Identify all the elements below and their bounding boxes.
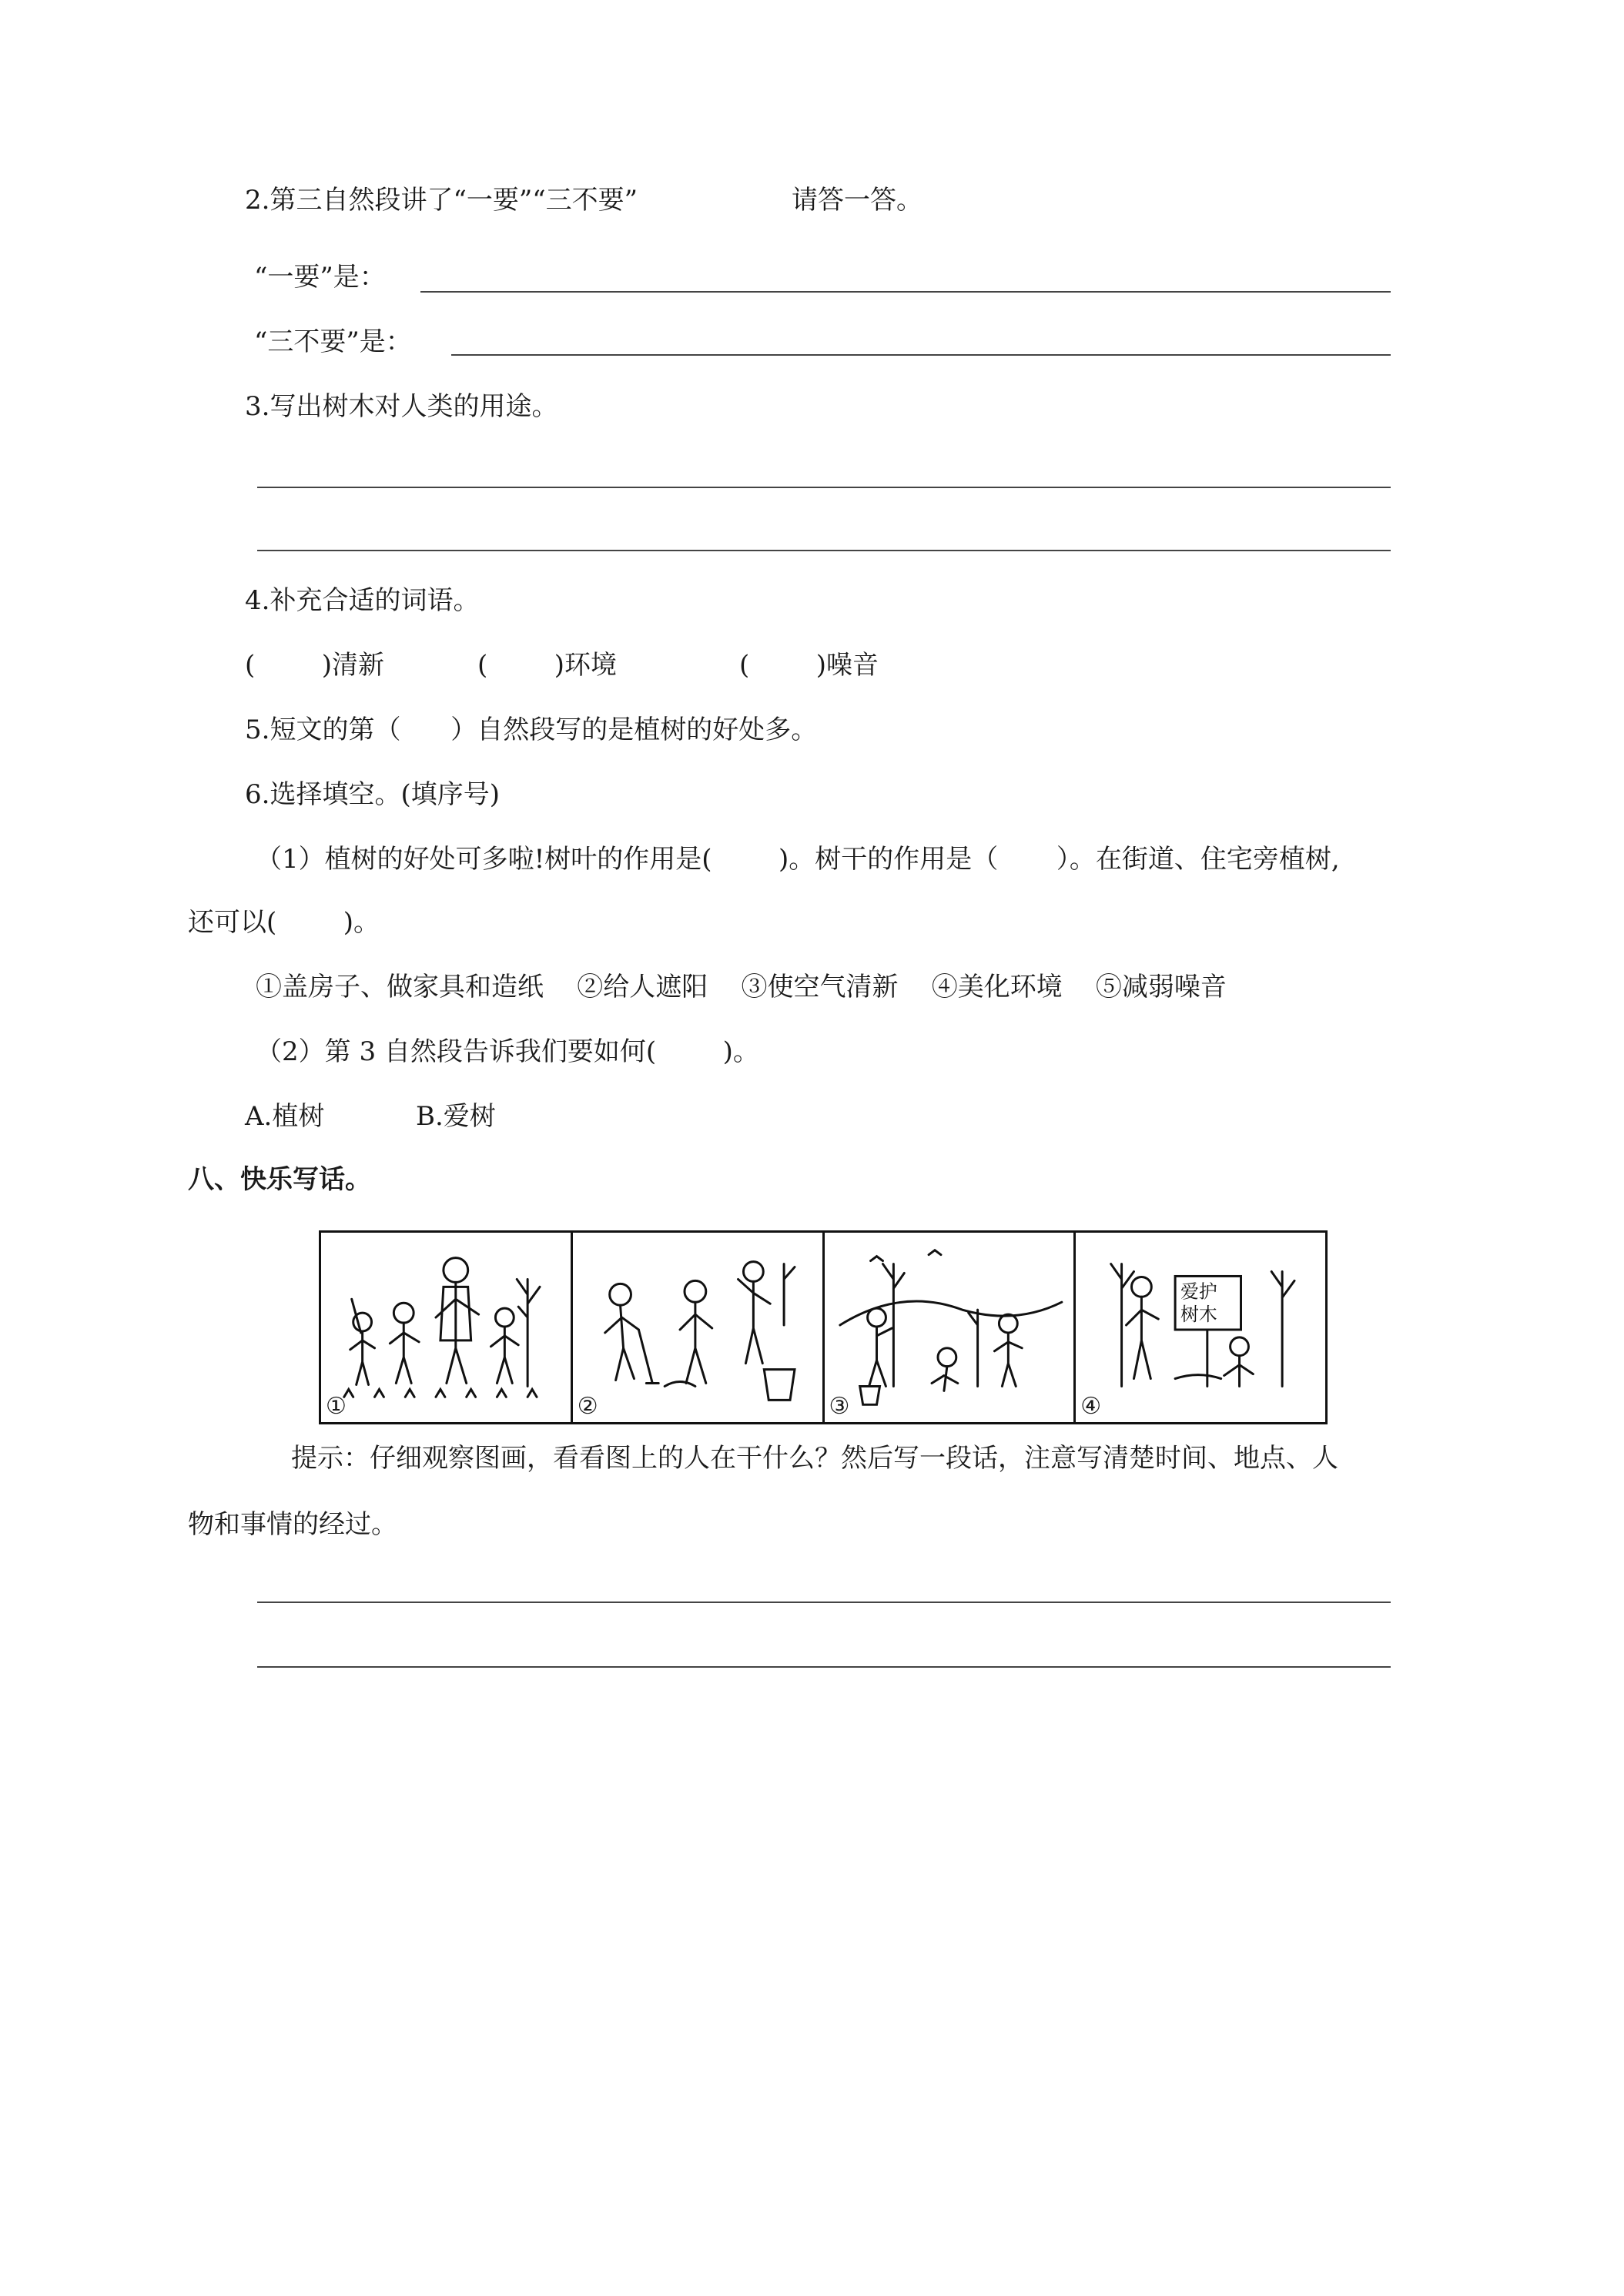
tree-planting-group-illustration xyxy=(321,1233,571,1422)
q2-title: 2.第三自然段讲了“一要”“三不要” xyxy=(245,185,638,216)
q4-item-1: ( )清新 xyxy=(245,650,384,681)
q6-choice-a: A.植树 xyxy=(245,1101,325,1132)
q3-title: 3.写出树木对人类的用途。 xyxy=(245,391,558,422)
picture-panel-1 xyxy=(321,1233,573,1422)
writing-answer-line-1[interactable] xyxy=(257,1602,1391,1603)
panel-number-2: ② xyxy=(577,1393,598,1420)
protect-trees-illustration xyxy=(1076,1233,1325,1422)
q2-san-bu-yao-answer-line[interactable] xyxy=(451,354,1391,356)
q6-part2: （2）第 3 自然段告诉我们要如何( )。 xyxy=(256,1036,759,1067)
q4-item-3: ( )噪音 xyxy=(739,650,879,681)
q2-san-bu-yao-label: “三不要”是： xyxy=(254,326,412,357)
digging-illustration xyxy=(573,1233,822,1422)
q2-yi-yao-answer-line[interactable] xyxy=(420,291,1391,293)
section8-title: 八、快乐写话。 xyxy=(188,1164,371,1195)
section8-hint-line1: 提示：仔细观察图画，看看图上的人在干什么？然后写一段话，注意写清楚时间、地点、人 xyxy=(291,1443,1338,1474)
q6-options: ①盖房子、做家具和造纸 ②给人遮阳 ③使空气清新 ④美化环境 ⑤减弱噪音 xyxy=(256,972,1227,1002)
panel-number-4: ④ xyxy=(1080,1393,1102,1420)
picture-strip xyxy=(319,1230,1328,1424)
q4-title: 4.补充合适的词语。 xyxy=(245,585,480,616)
picture-panel-2 xyxy=(573,1233,825,1422)
q6-title: 6.选择填空。(填序号) xyxy=(245,779,500,810)
q4-item-2: ( )环境 xyxy=(477,650,617,681)
q3-answer-line-1[interactable] xyxy=(257,487,1391,488)
picture-panel-4 xyxy=(1076,1233,1325,1422)
planting-illustration xyxy=(825,1233,1074,1422)
q3-answer-line-2[interactable] xyxy=(257,550,1391,551)
q2-title-tail: 请答一答。 xyxy=(792,185,922,216)
writing-answer-line-2[interactable] xyxy=(257,1666,1391,1668)
panel-number-3: ③ xyxy=(829,1393,850,1420)
panel-number-1: ① xyxy=(326,1393,347,1420)
q6-choice-b: B.爱树 xyxy=(416,1101,496,1132)
q6-part1-line2: 还可以( )。 xyxy=(188,907,380,938)
sign-text-line2: 树木 xyxy=(1180,1304,1217,1326)
q2-yi-yao-label: “一要”是： xyxy=(254,262,386,293)
section8-hint-line2: 物和事情的经过。 xyxy=(188,1509,397,1540)
q6-part1-line1: （1）植树的好处可多啦!树叶的作用是( )。树干的作用是（ ）。在街道、住宅旁植树, xyxy=(256,844,1340,875)
q5-text: 5.短文的第（ ）自然段写的是植树的好处多。 xyxy=(245,715,818,745)
sign-text-line1: 爱护 xyxy=(1180,1280,1217,1303)
picture-panel-3 xyxy=(825,1233,1077,1422)
